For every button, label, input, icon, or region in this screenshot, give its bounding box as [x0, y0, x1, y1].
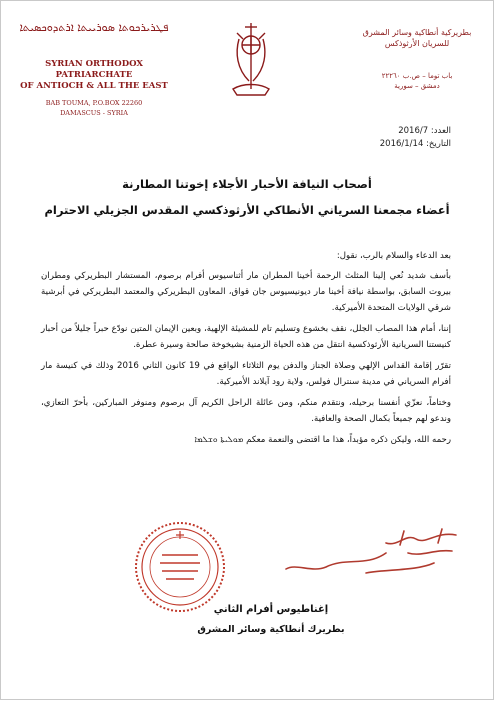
letterhead-arabic-addr-line2: دمشق – سورية — [394, 82, 440, 90]
body-paragraph-2: إننا، أمام هذا المصاب الجلل، نقف بخشوع وتسليم تام للمشيئة الإلهية، وبعين الإيمان المتين نودّع حبراً جليلاً من أحبار كنيستنا السريانية الأرثوذكسية انتقل من هذه الحياة الزمنية بشيخوخة صالحة وسيرة عطرة. — [41, 324, 451, 350]
letterhead-syriac-text: ܦܛܪܝܪܟܘܬܐ ܣܘܪܝܝܬܐ ܐܪܬܕܘܟܣܝܬܐ — [19, 21, 169, 34]
body-paragraph-3: تقرّر إقامة القداس الإلهي وصلاة الجناز والدفن يوم الثلاثاء الواقع في 19 كانون الثاني 2016 وذلك في كنيسة مار أفرام السرياني في مدينة سنترال فولس، ولاية رود آيلاند الأميركية. — [41, 361, 451, 387]
letterhead-arabic-line2: للسريان الأرثوذكس — [384, 39, 450, 48]
letterhead-arabic-addr-line1: باب توما – ص.ب ٢٢٢٦٠ — [381, 72, 453, 80]
signer-name: إغناطيوس أفرام الثاني — [213, 604, 329, 615]
letter-title-line2: أعضاء مجمعنا السرياني الأنطاكي الأرثوذكسي المقدس الجزيلي الاحترام — [44, 203, 450, 217]
letterhead-english-address — [19, 98, 169, 118]
letterhead-left — [19, 21, 169, 118]
letterhead-addr-line2: DAMASCUS - SYRIA — [60, 109, 128, 117]
body-paragraph-4: وختاماً، نعزّي أنفسنا برحيله، ونتقدم منكم، ومن عائلة الراحل الكريم آل برصوم ومنوفر المباركين، بأحرّ التعازي، وندعو لهم جميعاً بكمال الصحة والعافية. — [41, 398, 451, 424]
patriarchal-emblem-icon — [225, 19, 277, 99]
signer-block — [191, 604, 351, 635]
handwritten-signature-icon — [266, 523, 466, 578]
greeting-paragraph: بعد الدعاء والسلام بالرب، نقول: — [336, 251, 451, 261]
body-paragraph-1: بأسف شديد نُعي إلينا المثلث الرحمة أخينا المطران مار أثناسيوس أفرام برصوم، المستشار البطريركي ومطران بيروت السابق، بواسطة نيافة أخينا مار ديونيسيوس جان قواق، المعاون البطريركي والمعتمد البطريركي في أبرشية شرقي الولايات المتحدة الأميركية. — [41, 271, 451, 313]
letterhead-right — [357, 21, 477, 91]
reference-number: العدد: 2016/7 — [398, 126, 451, 136]
reference-block — [380, 125, 451, 151]
letterhead-name-line1: SYRIAN ORTHODOX PATRIARCHATE — [45, 59, 143, 80]
patriarchal-seal-icon — [132, 519, 228, 615]
letterhead-arabic-line1: بطريركية أنطاكية وسائر المشرق — [362, 28, 472, 37]
letterhead-name-line2: OF ANTIOCH & ALL THE EAST — [20, 81, 168, 91]
letterhead-addr-line1: BAB TOUMA, P.O.BOX 22260 — [45, 99, 143, 107]
signer-title: بطريرك أنطاكية وسائر المشرق — [197, 624, 345, 635]
reference-date: التاريخ: 2016/1/14 — [379, 139, 451, 149]
letterhead-arabic-address — [357, 71, 477, 91]
letter-title-line1: أصحاب النيافة الأحبار الأجلاء إخوتنا المطارنة — [122, 177, 372, 191]
letter-body — [41, 248, 451, 453]
closing-paragraph: رحمه الله، وليكن ذكره مؤبداً، هذا ما اقتضى والنعمة معكم ܡܘܠܝܬܐ ܘܫܠܡܐ — [194, 435, 451, 445]
letterhead-arabic-banner — [357, 21, 477, 71]
letterhead-english-name — [19, 59, 169, 92]
